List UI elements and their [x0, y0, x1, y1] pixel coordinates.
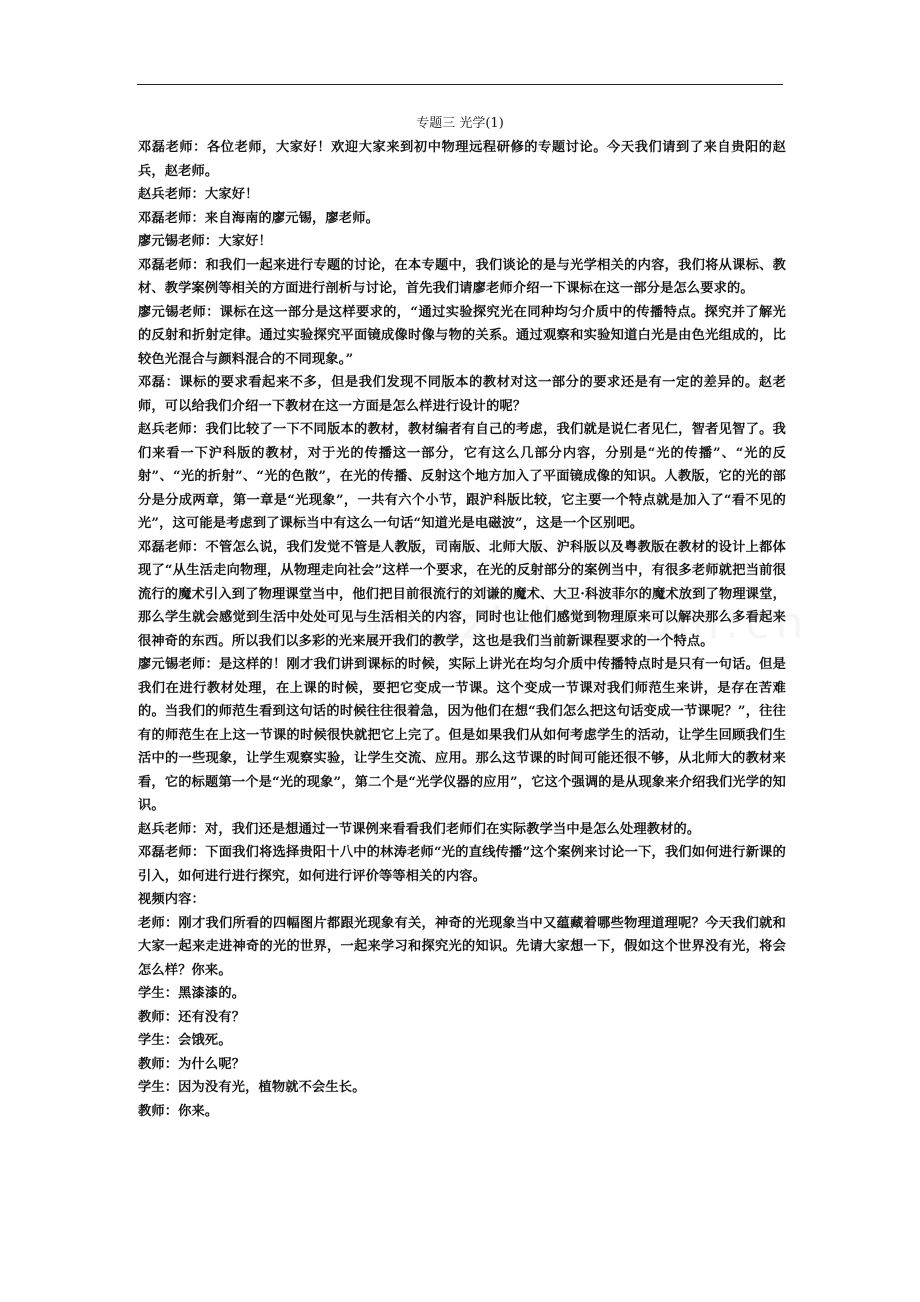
paragraph: 廖元锡老师：是这样的！刚才我们讲到课标的时候，实际上讲光在均匀介质中传播特点时是只有一句话。但是我们在进行教材处理，在上课的时候，要把它变成一节课。这个变成一节课对我们师范生来讲，是存在苦难的。当我们的师范生看到这句话的时候往往很着急，因为他们在想“我们怎么把这句话变成一节课呢？”，往往有的师范生在上这一节课的时候很快就把它上完了。但是如果我们从如何考虑学生的活动，让学生回顾我们生活中的一些现象，让学生观察实验，让学生交流、应用。那么这节课的时间可能还很不够，从北师大的教材来看，它的标题第一个是“光的现象”，第二个是“光学仪器的应用”，它这个强调的是从现象来介绍我们光学的知识。: [138, 657, 786, 813]
paragraph: 学生：黑漆漆的。: [138, 986, 246, 1001]
paragraph: 邓磊老师：和我们一起来进行专题的讨论，在本专题中，我们谈论的是与光学相关的内容，我们将从课标、教材、教学案例等相关的方面进行剖析与讨论，首先我们请廖老师介绍一下课标在这一部分是怎么要求的。: [138, 257, 786, 296]
paragraph: 教师：还有没有？: [138, 1009, 246, 1025]
header-rule: [137, 84, 783, 85]
paragraph: 邓磊老师：不管怎么说，我们发觉不管是人教版，司南版、北师大版、沪科版以及粤教版在教材的设计上都体现了“从生活走向物理，从物理走向社会”这样一个要求，在光的反射部分的案例当中，有很多老师就把当前很流行的魔术引入到了物理课堂当中，他们把目前很流行的刘谦的魔术、大卫·科波菲尔的魔术放到了物理课堂，那么学生就会感觉到生活中处处可见与生活相关的内容，同时也让他们感觉到物理原来可以解决那么多看起来很神奇的东西。所以我们以多彩的光来展开我们的教学，这也是我们当前新课程要求的一个特点。: [138, 539, 786, 649]
paragraph: 邓磊老师：各位老师，大家好！欢迎大家来到初中物理远程研修的专题讨论。今天我们请到了来自贵阳的赵兵，赵老师。: [138, 140, 786, 179]
paragraph: 赵兵老师：大家好！: [138, 187, 259, 202]
paragraph: 邓磊老师：下面我们将选择贵阳十八中的林涛老师“光的直线传播”这个案例来讨论一下，我们如何进行新课的引入，如何进行进行探究，如何进行评价等等相关的内容。: [138, 845, 786, 884]
paragraph: 教师：你来。: [138, 1103, 219, 1119]
paragraph: 老师：刚才我们所看的四幅图片都跟光现象有关，神奇的光现象当中又蕴藏着哪些物理道理呢？今天我们就和大家一起来走进神奇的光的世界，一起来学习和探究光的知识。先请大家想一下，假如这个世界没有光，将会怎么样？你来。: [138, 915, 786, 978]
page-title: 专题三 光学(1): [416, 116, 504, 131]
document-body: [138, 136, 786, 1123]
paragraph: 廖元锡老师：大家好！: [138, 234, 272, 249]
paragraph: 廖元锡老师：课标在这一部分是这样要求的，“通过实验探究光在同种均匀介质中的传播特点。探究并了解光的反射和折射定律。通过实验探究平面镜成像时像与物的关系。通过观察和实验知道白光是由色光组成的，比较色光混合与颜料混合的不同现象。”: [138, 304, 786, 367]
paragraph: 赵兵老师：对，我们还是想通过一节课例来看看我们老师们在实际教学当中是怎么处理教材的。: [138, 821, 701, 837]
paragraph: 学生：因为没有光，植物就不会生长。: [138, 1080, 366, 1095]
paragraph: 视频内容：: [138, 892, 205, 907]
paragraph: 邓磊老师：来自海南的廖元锡，廖老师。: [138, 210, 379, 226]
paragraph: 邓磊：课标的要求看起来不多，但是我们发现不同版本的教材对这一部分的要求还是有一定的差异的。赵老师，可以给我们介绍一下教材在这一方面是怎么样进行设计的呢？: [138, 375, 786, 414]
paragraph: 赵兵老师：我们比较了一下不同版本的教材，教材编者有自己的考虑，我们就是说仁者见仁，智者见智了。我们来看一下沪科版的教材，对于光的传播这一部分，它有这么几部分内容，分别是“光的传播”、“光的反射”、“光的折射”、“光的色散”，在光的传播、反射这个地方加入了平面镜成像的知识。人教版，它的光的部分是分成两章，第一章是“光现象”，一共有六个小节，跟沪科版比较，它主要一个特点就是加入了“看不见的光”，这可能是考虑到了课标当中有这么一句话“知道光是电磁波”，这是一个区别吧。: [138, 422, 786, 531]
paragraph: 教师：为什么呢？: [138, 1056, 246, 1072]
paragraph: 学生：会饿死。: [138, 1033, 232, 1048]
